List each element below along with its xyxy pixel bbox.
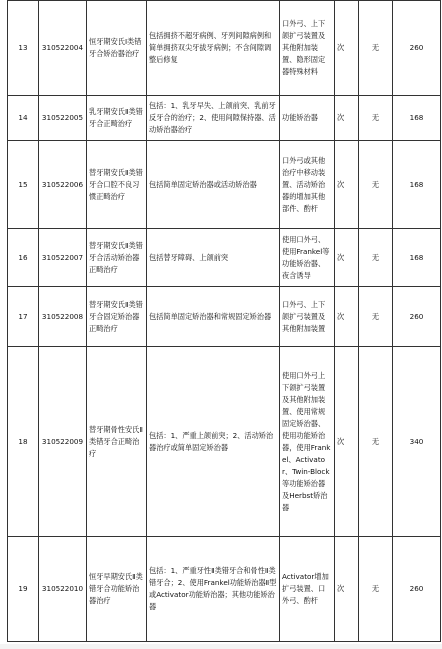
item-content: 包括简单固定矫治器或活动矫治器 (147, 141, 280, 229)
item-excluded: Activator增加扩弓装置、口外弓、酌杆 (280, 537, 335, 642)
item-note: 无 (359, 96, 393, 141)
item-excluded: 使用口外弓上下颌扩弓装置及其他附加装置、使用常规固定矫治器、使用功能矫治器，使用Frankel、Activator、Twin-Block等功能矫治器及Herbst矫治器 (280, 347, 335, 537)
row-number: 15 (8, 141, 39, 229)
item-code: 310522008 (39, 287, 87, 347)
item-code: 310522006 (39, 141, 87, 229)
item-content: 包括简单固定矫治器和常规固定矫治器 (147, 287, 280, 347)
item-unit: 次 (335, 347, 359, 537)
item-unit: 次 (335, 537, 359, 642)
item-note: 无 (359, 141, 393, 229)
item-content: 包括替牙障碍、上颌前突 (147, 229, 280, 287)
item-excluded: 口外弓、上下颌扩弓装置及其他附加装置 (280, 287, 335, 347)
item-content: 包括拥挤不超牙病例、牙列间隙病例和简单拥挤双尖牙拔牙病例；不含间隙调整后修复 (147, 1, 280, 96)
item-excluded: 功能矫治器 (280, 96, 335, 141)
row-number: 18 (8, 347, 39, 537)
item-unit: 次 (335, 141, 359, 229)
item-code: 310522007 (39, 229, 87, 287)
item-price: 260 (393, 537, 441, 642)
table-row (8, 1, 441, 96)
fee-table (7, 0, 441, 642)
row-number: 14 (8, 96, 39, 141)
item-name: 恒牙期安氏Ⅰ类错牙合矫治器治疗 (87, 1, 147, 96)
row-number: 16 (8, 229, 39, 287)
item-note: 无 (359, 287, 393, 347)
item-content: 包括：1、乳牙早失、上颌前突、乳前牙反牙合的治疗；2、使用间隙保持器、活动矫治器治疗 (147, 96, 280, 141)
item-excluded: 使用口外弓、使用Frankel等功能矫治器、夜含诱导 (280, 229, 335, 287)
item-price: 260 (393, 1, 441, 96)
row-number: 13 (8, 1, 39, 96)
item-price: 168 (393, 96, 441, 141)
item-code: 310522004 (39, 1, 87, 96)
item-name: 恒牙早期安氏Ⅱ类错牙合功能矫治器治疗 (87, 537, 147, 642)
item-unit: 次 (335, 229, 359, 287)
table-row (8, 96, 441, 141)
row-number: 19 (8, 537, 39, 642)
item-price: 340 (393, 347, 441, 537)
table-row (8, 287, 441, 347)
item-content: 包括：1、严重牙性Ⅱ类错牙合和骨性Ⅱ类错牙合；2、使用Frankel功能矫治器Ⅱ型或Activator功能矫治器；其他功能矫治器 (147, 537, 280, 642)
item-name: 替牙期骨性安氏Ⅱ类错牙合正畸治疗 (87, 347, 147, 537)
item-code: 310522010 (39, 537, 87, 642)
item-name: 替牙期安氏Ⅱ类错牙合固定矫治器正畸治疗 (87, 287, 147, 347)
item-code: 310522009 (39, 347, 87, 537)
item-content: 包括：1、严重上颌前突；2、活动矫治器治疗或简单固定矫治器 (147, 347, 280, 537)
page-bottom-edge (0, 644, 442, 649)
item-name: 乳牙期安氏Ⅱ类错牙合正畸治疗 (87, 96, 147, 141)
item-price: 260 (393, 287, 441, 347)
table-row (8, 229, 441, 287)
item-code: 310522005 (39, 96, 87, 141)
row-number: 17 (8, 287, 39, 347)
item-note: 无 (359, 537, 393, 642)
item-unit: 次 (335, 287, 359, 347)
item-note: 无 (359, 1, 393, 96)
item-note: 无 (359, 229, 393, 287)
table-row (8, 347, 441, 537)
item-excluded: 口外弓、上下颌扩弓装置及其他附加装置、隐形固定器特殊材料 (280, 1, 335, 96)
item-name: 替牙期安氏Ⅱ类错牙合活动矫治器正畸治疗 (87, 229, 147, 287)
item-price: 168 (393, 229, 441, 287)
table-row (8, 141, 441, 229)
table-row (8, 537, 441, 642)
item-unit: 次 (335, 96, 359, 141)
item-price: 168 (393, 141, 441, 229)
item-unit: 次 (335, 1, 359, 96)
item-note: 无 (359, 347, 393, 537)
item-name: 替牙期安氏Ⅱ类错牙合口腔不良习惯正畸治疗 (87, 141, 147, 229)
item-excluded: 口外弓或其他治疗中移动装置、活动矫治器的增加其他部件、酌杆 (280, 141, 335, 229)
